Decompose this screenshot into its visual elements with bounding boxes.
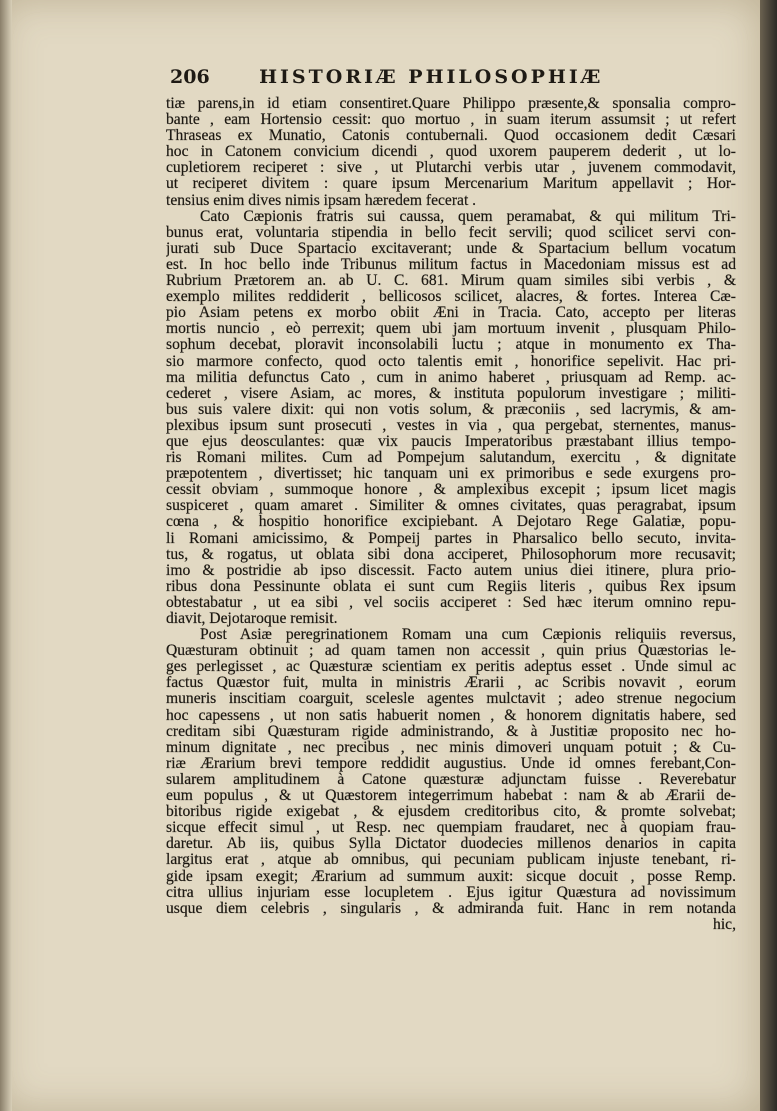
text-line: imo & postridie ab ipso discessit. Facto autem unius diei itinere, plura prio- bbox=[166, 562, 736, 579]
text-line: citra ullius injuriam esse locupletem . Ejus igitur Quæstura ad novissimum bbox=[166, 884, 736, 901]
text-line: bus suis valere dixit: qui non votis solum, & præconiis , sed lacrymis, & am- bbox=[166, 401, 736, 418]
text-line: eum populus , & ut Quæstorem integerrimum habebat : nam & ab Ærarii de- bbox=[166, 788, 736, 805]
text-line: bunus erat, voluntaria stipendia in bello fecit servili; quod scilicet servi con- bbox=[166, 224, 736, 241]
text-line: factus Quæstor fuit, multa in ministris Ærarii , ac Scribis novavit , eorum bbox=[166, 675, 736, 692]
text-line: que ejus deosculantes: quæ vix paucis Imperatoribus præstabant illius tempo- bbox=[166, 433, 736, 450]
text-line: cupletiorem reciperet : sive , ut Plutarchi verbis utar , juvenem commodavit, bbox=[166, 160, 736, 177]
running-head: HISTORIÆ PHILOSOPHIÆ bbox=[259, 66, 604, 88]
text-line: hic, bbox=[713, 916, 736, 933]
page-header bbox=[170, 66, 735, 88]
text-line: ges perlegisset , ac Quæsturæ scientiam ex peritis adeptus esset . Unde simul ac bbox=[166, 659, 736, 676]
text-line: daretur. Ab iis, quibus Sylla Dictator duodecies millenos denarios in capita bbox=[166, 836, 736, 853]
text-line: largitus erat , atque ab omnibus, qui pecuniam publicam injuste tenebant, ri- bbox=[166, 852, 736, 869]
text-line: Thraseas ex Munatio, Catonis contubernali. Quod occasionem dedit Cæsari bbox=[166, 128, 736, 145]
text-line: jurati sub Duce Spartacio excitaverant; unde & Spartacium bellum vocatum bbox=[166, 240, 736, 257]
text-line: est. In hoc bello inde Tribunus militum factus in Macedoniam missus est ad bbox=[166, 256, 736, 273]
text-line: minum dignitate , nec precibus , nec minis dimoveri unquam potuit ; & Cu- bbox=[166, 739, 736, 756]
text-line: hoc capessens , ut non satis habuerit nomen , & honorem dignitatis habere, sed bbox=[166, 707, 736, 724]
text-line: hoc in Catonem convicium dicendi , quod uxorem pauperem dederit , ut lo- bbox=[166, 144, 736, 161]
text-line: plexibus ipsum sunt prosecuti , vestes in via , qua pergebat, sternentes, manus- bbox=[166, 417, 736, 434]
text-line: præpotentem , divertisset; hic tanquam uni ex primoribus e sede exurgens pro- bbox=[166, 466, 736, 483]
text-line: bante , eam Hortensio cessit: quo mortuo , in suam iterum assumsit ; ut refert bbox=[166, 112, 736, 129]
text-line: diavit, Dejotaroque remisit. bbox=[166, 611, 338, 627]
text-line: ut reciperet divitem : quare ipsum Mercenarium Maritum appellavit ; Hor- bbox=[166, 176, 736, 193]
page-gutter bbox=[0, 0, 12, 1111]
text-line: cessit obviam , summoque honore , & amplexibus excepit ; ipsum licet magis bbox=[166, 482, 736, 499]
text-line: muneris inscitiam coarguit, scelesle agentes mulctavit ; adeo strenue negocium bbox=[166, 691, 736, 708]
text-line: tensius enim dives nimis ipsam hæredem fecerat . bbox=[166, 192, 477, 209]
body-text bbox=[166, 96, 736, 933]
text-line: tus, & rogatus, ut oblata sibi dona acciperet, Philosophorum more recusavit; bbox=[166, 546, 736, 563]
text-line: gide ipsam exegit; Ærarium ad summum auxit: sicque docuit , posse Remp. bbox=[166, 868, 736, 885]
text-line: sicque effecit simul , ut Resp. nec quempiam fraudaret, nec à quopiam frau- bbox=[166, 820, 736, 837]
text-line: ris Romani milites. Cum ad Pompejum salutandum, exercitu , & dignitate bbox=[166, 450, 736, 467]
page-number: 206 bbox=[170, 66, 210, 88]
text-line: mortis nuncio , eò perrexit; quem ubi jam mortuum invenit , plusquam Philo- bbox=[166, 321, 736, 338]
text-line: cederet , visere Asiam, ac mores, & instituta populorum investigare ; militi- bbox=[166, 385, 736, 402]
text-line: Cato Cæpionis fratris sui caussa, quem peramabat, & qui militum Tri- bbox=[200, 208, 736, 225]
text-line: exemplo milites reddiderit , bellicosos scilicet, alacres, & fortes. Interea Cæ- bbox=[166, 289, 736, 306]
text-line: creditam sibi Quæsturam rigide administrando, & à Justitiæ proposito nec ho- bbox=[166, 723, 736, 740]
text-line: pio Asiam petens ex morbo obiit Æni in Tracia. Cato, accepto per literas bbox=[166, 305, 736, 322]
text-line: sularem amplitudinem à Catone quæsturæ adjunctam fuisse . Reverebatur bbox=[166, 771, 736, 788]
text-line: ribus dona Pessinunte oblata ei sunt cum Regiis literis , quibus Rex ipsum bbox=[166, 578, 736, 595]
text-line: tiæ parens,in id etiam consentiret.Quare Philippo præsente,& sponsalia compro- bbox=[166, 96, 736, 112]
text-line: Rubrium Prætorem an. ab U. C. 681. Mirum quam similes sibi verbis , & bbox=[166, 273, 736, 290]
page-edge bbox=[760, 0, 777, 1111]
text-line: obtestabatur , ut ea sibi , vel sociis acciperet : Sed hæc iterum omnino repu- bbox=[166, 594, 736, 611]
text-line: ma militia defunctus Cato , cum in animo haberet , priusquam ad Remp. ac- bbox=[166, 369, 736, 386]
text-line: Post Asiæ peregrinationem Romam una cum Cæpionis reliquiis reversus, bbox=[200, 627, 736, 644]
text-line: suspiceret , quam amaret . Similiter & omnes civitates, quas peragrabat, ipsum bbox=[166, 498, 736, 515]
text-line: li Romani amicissimo, & Pompeij partes in Pharsalico bello secuto, invita- bbox=[166, 530, 736, 547]
text-line: cœna , & hospitio honorifice excipiebant. A Dejotaro Rege Galatiæ, popu- bbox=[166, 514, 736, 531]
text-line: bitoribus rigide exigebat , & ejusdem creditoribus cito, & promte solvebat; bbox=[166, 804, 736, 821]
text-line: riæ Ærarium brevi tempore reddidit augustius. Unde id omnes ferebant,Con- bbox=[166, 755, 736, 772]
text-line: sio marmore confecto, quod octo talentis emit , honorifice sepelivit. Hac pri- bbox=[166, 353, 736, 370]
text-line: sophum decebat, ploravit inconsolabili luctu ; atque in monumento ex Tha- bbox=[166, 337, 736, 354]
text-line: Quæsturam obtinuit ; ad quam tamen non accessit , quin prius Quæstorias le- bbox=[166, 643, 736, 660]
text-line: usque diem celebris , singularis , & admiranda fuit. Hanc in rem notanda bbox=[166, 900, 736, 917]
